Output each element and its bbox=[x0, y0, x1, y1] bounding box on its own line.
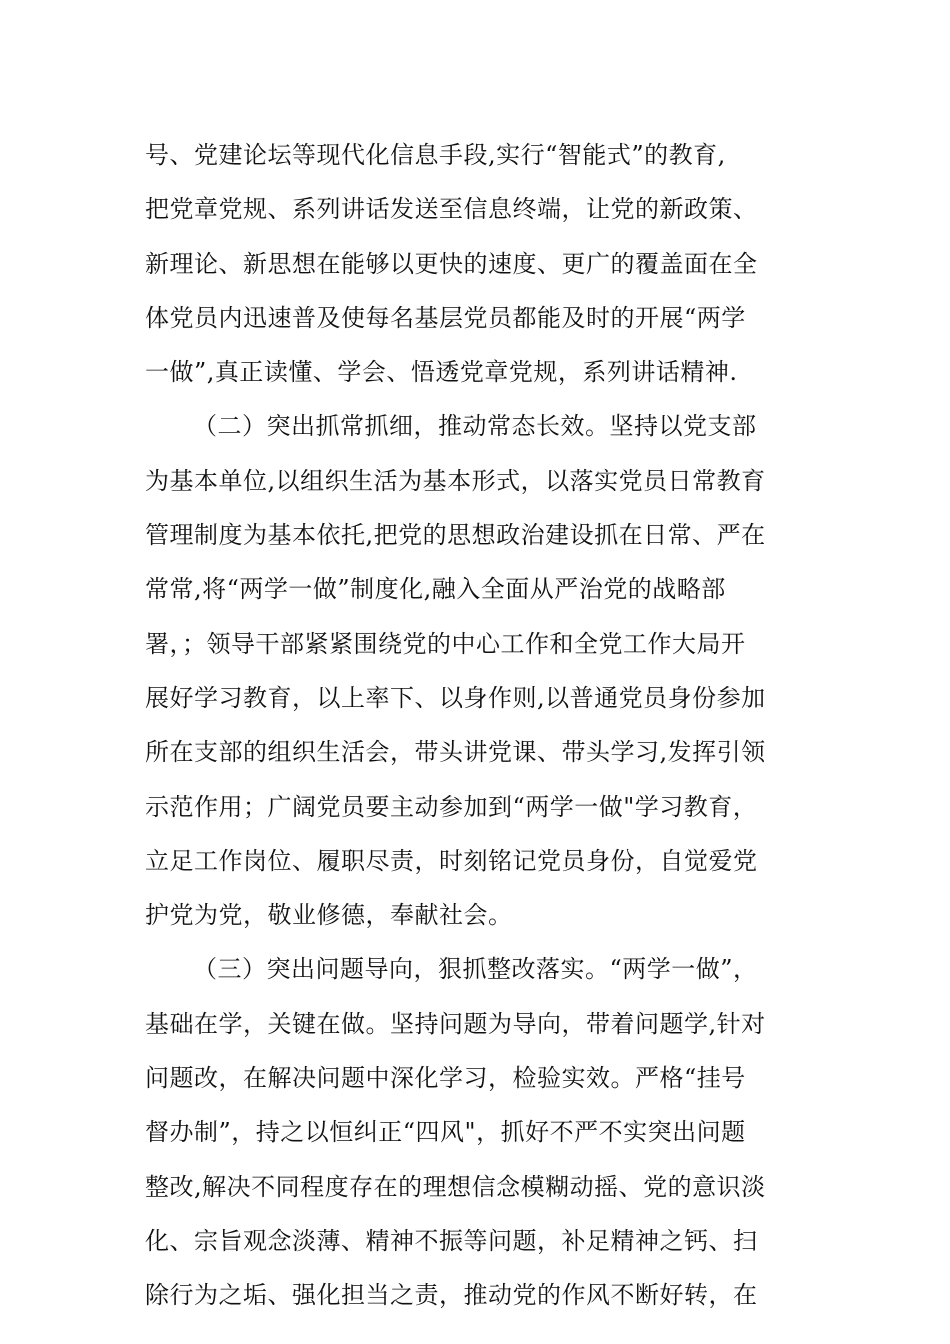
text-line: 示范作用；广阔党员要主动参加到“两学一做"学习教育， bbox=[145, 792, 758, 821]
section-heading-line: （二）突出抓常抓细，推动常态长效。坚持以党支部 bbox=[193, 412, 757, 441]
text-line: 督办制”，持之以恒纠正“四风"，抓好不严不实突出问题 bbox=[145, 1118, 746, 1147]
text-line: 基础在学，关键在做。坚持问题为导向，带着问题学,针对 bbox=[145, 1009, 766, 1038]
text-line: 体党员内迅速普及使每名基层党员都能及时的开展“两学 bbox=[145, 303, 746, 332]
text-line: 号、党建论坛等现代化信息手段,实行“智能式”的教育, bbox=[145, 141, 726, 169]
text-line: 问题改，在解决问题中深化学习，检验实效。严格“挂号 bbox=[145, 1064, 746, 1093]
text-line: 新理论、新思想在能够以更快的速度、更广的覆盖面在全 bbox=[145, 249, 758, 278]
body-text bbox=[145, 128, 805, 1323]
text-line: 立足工作岗位、履职尽责，时刻铭记党员身份，自觉爱党 bbox=[145, 846, 758, 875]
text-line: 署，；领导干部紧紧围绕党的中心工作和全党工作大局开 bbox=[145, 629, 746, 658]
text-line: 所在支部的组织生活会，带头讲党课、带头学习,发挥引领 bbox=[145, 738, 766, 767]
text-line: 一做”,真正读懂、学会、悟透党章党规，系列讲话精神. bbox=[145, 358, 738, 387]
text-line: 展好学习教育，以上率下、以身作则,以普通党员身份参加 bbox=[145, 683, 766, 712]
text-line: 化、宗旨观念淡薄、精神不振等问题，补足精神之钙、扫 bbox=[145, 1226, 758, 1255]
text-line: 常常,将“两学一做”制度化,融入全面从严治党的战略部 bbox=[145, 575, 726, 604]
text-line: 为基本单位,以组织生活为基本形式，以落实党员日常教育 bbox=[145, 466, 766, 495]
text-line: 管理制度为基本依托,把党的思想政治建设抓在日常、严在 bbox=[145, 521, 766, 550]
section-heading-line: （三）突出问题导向，狠抓整改落实。“两学一做”， bbox=[193, 955, 758, 984]
text-line: 护党为党，敬业修德，奉献社会。 bbox=[145, 901, 513, 930]
text-line: 除行为之垢、强化担当之责，推动党的作风不断好转，在 bbox=[145, 1281, 758, 1310]
text-line: 整改,解决不同程度存在的理想信念模糊动摇、党的意识淡 bbox=[145, 1172, 766, 1201]
text-line: 把党章党规、系列讲话发送至信息终端，让党的新政策、 bbox=[145, 195, 758, 224]
